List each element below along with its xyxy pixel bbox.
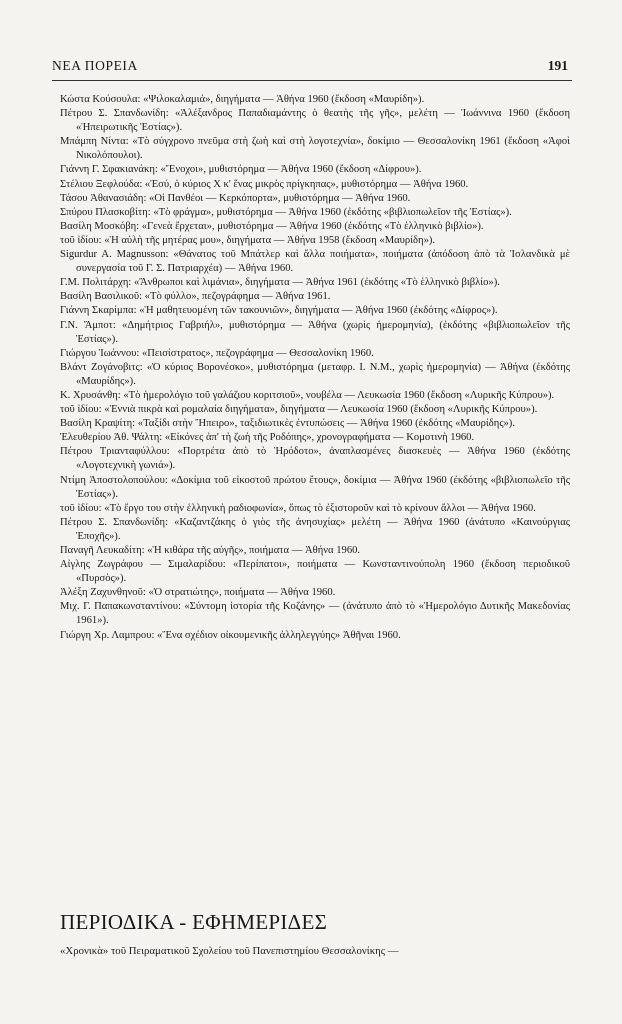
page-number: 191 [547,58,568,73]
bibliography-entry: Γιώργη Χρ. Λαμπρου: «Ἕνα σχέδιον οἰκουμενικῆς ἀλληλεγγύης» Ἀθῆναι 1960. [60,629,401,641]
bibliography-entry: Αἰγλης Ζωγράφου — Σιμαλαρίδου: «Περίπατοι», ποιήματα — Κωνσταντινούπολη 1960 (ἔκδοση περιοδικοῦ «Πυρσὸς»). [60,559,570,585]
bibliography-entry: Sigurdur A. Magnusson: «Θάνατος τοῦ Μπάτλερ καὶ ἄλλα ποιήματα», ποιήματα (ἀπόδοση ἀπὸ τὰ Ἰσλανδικὰ μὲ συνεργασία τοῦ Γ. Σ. Πατριαρχέα) — Ἀθήνα 1960. [60,249,570,275]
bibliography-entry: Μπάμπη Νίντα: «Τὸ σύγχρονο πνεῦμα στὴ ζωὴ καὶ στὴ λογοτεχνία», δοκίμιο — Θεσσαλονίκη 1961 (ἔκδοση «Ἀφοὶ Νικολόπουλοι). [60,136,570,162]
bibliography-entry: Πέτρου Σ. Σπανδωνίδη: «Ἀλέξανδρος Παπαδιαμάντης ὁ θεατὴς τῆς γῆς», μελέτη — Ἰωάννινα 1960 (ἔκδοση «Ἠπειρωτικῆς Ἑστίας»). [60,108,570,134]
bibliography-entry: Βασίλη Κραψίτη: «Ταξίδι στὴν Ἤπειρο», ταξιδιωτικὲς ἐντυπώσεις — Ἀθήνα 1960 (ἐκδότης «Μαυρίδης»). [60,418,515,430]
bibliography-entry: Μιχ. Γ. Παπακωνσταντίνου: «Σύντομη ἱστορία τῆς Κοζάνης» — (ἀνάτυπο ἀπὸ τὸ «Ἡμερολόγιο Δυτικῆς Μακεδονίας 1961»). [60,601,570,627]
bibliography-entry: Κώστα Κούσουλα: «Ψιλοκαλαμιά», διηγήματα — Ἀθήνα 1960 (ἔκδοση «Μαυρίδη»). [60,94,425,105]
section-heading: ΠΕΡΙΟΔΙΚΑ - ΕΦΗΜΕΡΙΔΕΣ [60,910,328,934]
bibliography-entry: Βασίλη Βασιλικοῦ: «Τὸ φύλλο», πεζογράφημα — Ἀθήνα 1961. [60,291,331,303]
bibliography-list [60,93,570,643]
bibliography-entry: Ἐλευθερίου Ἀθ. Ψάλτη: «Εἰκόνες ἀπ' τὴ ζωὴ τῆς Ροδόπης», χρονογραφήματα — Κομοτινὴ 1960. [60,432,475,444]
bibliography-entry: Ἀλέξη Ζαχυνθηνοῦ: «Ὁ στρατιώτης», ποιήματα — Ἀθήνα 1960. [60,587,336,599]
bibliography-entry: τοῦ ἰδίου: «Ἐννιὰ πικρὰ καὶ ρομαλαία διηγήματα», διηγήματα — Λευκωσία 1960 (ἔκδοση «Λυρικῆς Κύπρου»). [60,404,538,416]
bibliography-entry: Πέτρου Τριανταφύλλου: «Πορτρέτα ἀπὸ τὸ Ἡρόδοτο», ἀναπλασμένες διασκευὲς — Ἀθήνα 1960 (ἐκδότης «Λογοτεχνικὴ γωνιά»). [60,446,570,472]
bibliography-entry: Γιώργου Ἰωάννου: «Πεισίστρατος», πεζογράφημα — Θεσσαλονίκη 1960. [60,347,374,359]
bibliography-entry: τοῦ ἰδίου: «Ἡ αὐλὴ τῆς μητέρας μου», διηγήματα — Ἀθήνα 1958 (ἔκδοση «Μαυρίδη»). [60,234,436,246]
running-header [52,58,572,81]
journal-title: ΝΕΑ ΠΟΡΕΙΑ [52,58,138,73]
bibliography-entry: Στέλιου Ξεφλούδα: «Ἐσύ, ὁ κύριος Χ κ' ἕνας μικρὸς πρίγκηπας», μυθιστόρημα — Ἀθήνα 1960. [60,178,469,190]
bibliography-entry: Γ.Ν. Ἄμποτ: «Δημήτριος Γαβριήλ», μυθιστόρημα — Ἀθήνα (χωρὶς ἡμερομηνία), (ἐκδότης «βιβλιοπωλεῖον τῆς Ἑστίας»). [60,319,570,345]
bibliography-entry: Τάσου Ἀθανασιάδη: «Οἱ Πανθέοι — Κερκόπορτα», μυθιστόρημα — Ἀθήνα 1960. [60,192,411,204]
bibliography-entry: Βασίλη Μοσκόβη: «Γενεὰ ἔρχεται», μυθιστόρημα — Ἀθήνα 1960 (ἐκδότης «Τὸ ἑλληνικὸ βιβλίο»). [60,220,484,232]
bibliography-entry: Πέτρου Σ. Σπανδωνίδη: «Καζαντζάκης ὁ γιὸς τῆς ἀνησυχίας» μελέτη — Ἀθήνα 1960 (ἀνάτυπο «Καινούργιας Ἐποχῆς»). [60,516,570,542]
bibliography-entry: Σπύρου Πλασκοβίτη: «Τὸ φράγμα», μυθιστόρημα — Ἀθήνα 1960 (ἐκδότης «βιβλιοπωλεῖον τῆς Ἑστίας»). [60,206,512,218]
bibliography-entry: Βλάντ Ζογάνοβιτς: «Ὁ κύριος Βορονέσκο», μυθιστόρημα (μεταφρ. Ι. Ν.Μ., χωρὶς ἡμερομηνία) — Ἀθήνα (ἐκδότης «Μαυρίδης»). [60,361,570,387]
bibliography-entry: Κ. Χρυσάνθη: «Τὸ ἡμερολόγιο τοῦ γαλάζιου κοριτσιοῦ», νουβέλα — Λευκωσία 1960 (ἔκδοση «Λυρικῆς Κύπρου»). [60,389,555,401]
bibliography-entry: Ντίμη Ἀποστολοπούλου: «Δοκίμια τοῦ εἰκοστοῦ πρώτου ἔτους», δοκίμια — Ἀθήνα 1960 (ἐκδότης «βιβλιοπωλεῖο τῆς Ἑστίας»). [60,474,570,500]
bibliography-entry: Γιάννη Σκαρίμπα: «Ἡ μαθητευομένη τῶν τακουνιῶν», διηγήματα — Ἀθήνα 1960 (ἐκδότης «Δίφρος»). [60,305,498,317]
bibliography-entry: Γ.Μ. Πολιτάρχη: «Ἄνθρωποι καὶ λιμάνια», διηγήματα — Ἀθήνα 1961 (ἐκδότης «Τὸ ἑλληνικὸ βιβλίο»). [60,277,500,289]
bibliography-entry: Γιάννη Γ. Σφακιανάκη: «Ἔνοχοι», μυθιστόρημα — Ἀθήνα 1960 (ἔκδοση «Δίφρου»). [60,164,422,176]
periodical-entry: «Χρονικὰ» τοῦ Πειραματικοῦ Σχολείου τοῦ Πανεπιστημίου Θεσσαλονίκης — [60,945,399,957]
bibliography-entry: Παναγῆ Λευκαδίτη: «Ἡ κιθάρα τῆς αὐγῆς», ποιήματα — Ἀθήνα 1960. [60,545,361,556]
bibliography-entry: τοῦ ἰδίου: «Τὸ ἔργο του στὴν ἑλληνικὴ ραδιοφωνία», ὅπως τὸ ἐξιστοροῦν καὶ τὸ κρίνουν ἄλλοι — Ἀθήνα 1960. [60,502,536,514]
